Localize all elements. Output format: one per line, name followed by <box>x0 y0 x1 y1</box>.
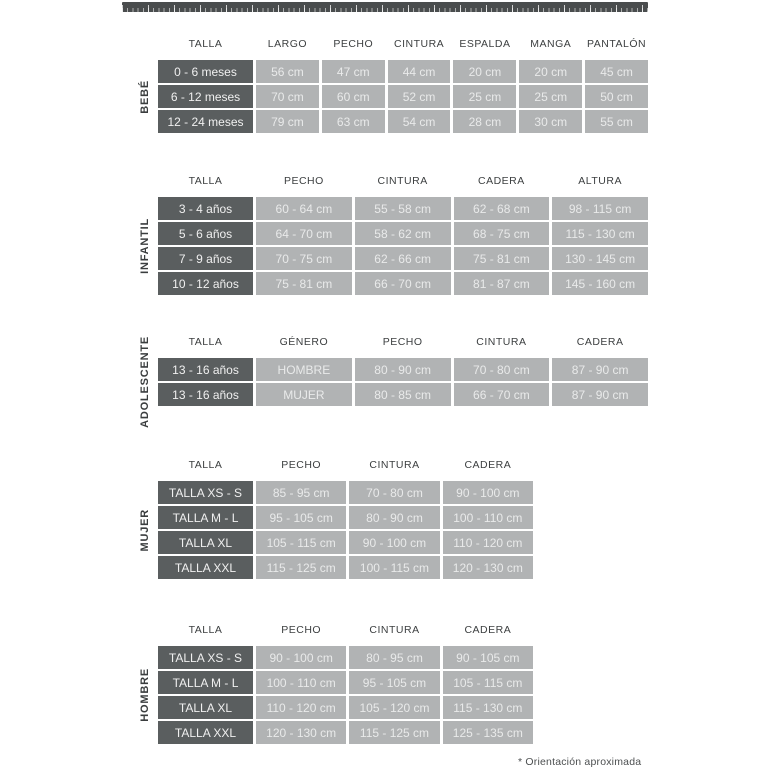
size-table <box>158 197 648 295</box>
section-label-mujer <box>132 481 158 579</box>
measurement-cell: 58 - 62 cm <box>355 222 451 245</box>
section-label-bebe <box>132 60 158 133</box>
measurement-cell: 90 - 100 cm <box>443 481 533 504</box>
column-header: CADERA <box>464 624 512 636</box>
measurement-cell: 87 - 90 cm <box>552 358 648 381</box>
measurement-cell: 62 - 66 cm <box>355 247 451 270</box>
column-header: PECHO <box>382 336 423 348</box>
size-label-cell: 5 - 6 años <box>158 222 253 245</box>
column-header: TALLA <box>188 459 223 471</box>
footnote: * Orientación aproximada <box>518 756 642 768</box>
size-label-cell: 7 - 9 años <box>158 247 253 270</box>
measurement-cell: 55 cm <box>585 110 648 133</box>
measurement-cell: 30 cm <box>519 110 582 133</box>
measurement-cell: 56 cm <box>256 60 319 83</box>
measurement-cell: 120 - 130 cm <box>256 721 346 744</box>
column-header: TALLA <box>188 624 223 636</box>
measurement-cell: 95 - 105 cm <box>349 671 439 694</box>
measurement-cell: 60 cm <box>322 85 385 108</box>
measurement-cell: 75 - 81 cm <box>256 272 352 295</box>
section-label-infantil <box>132 197 158 295</box>
section-label-adolescente <box>132 336 158 428</box>
measurement-cell: 80 - 85 cm <box>355 383 451 406</box>
column-headers <box>158 457 533 473</box>
measurement-cell: 125 - 135 cm <box>443 721 533 744</box>
column-header: ALTURA <box>578 175 622 187</box>
measurement-cell: 62 - 68 cm <box>454 197 550 220</box>
size-label-cell: TALLA XS - S <box>158 646 253 669</box>
size-label-cell: TALLA XXL <box>158 721 253 744</box>
size-label-cell: 6 - 12 meses <box>158 85 253 108</box>
size-table <box>158 60 648 133</box>
measurement-cell: 50 cm <box>585 85 648 108</box>
column-header: CADERA <box>464 459 512 471</box>
size-label-cell: TALLA M - L <box>158 671 253 694</box>
measurement-cell: 81 - 87 cm <box>454 272 550 295</box>
measurement-cell: 52 cm <box>388 85 451 108</box>
size-label-cell: 13 - 16 años <box>158 383 253 406</box>
size-table <box>158 358 648 406</box>
column-headers <box>158 622 533 638</box>
size-label-cell: TALLA XL <box>158 531 253 554</box>
measurement-cell: 95 - 105 cm <box>256 506 346 529</box>
column-header: TALLA <box>188 38 223 50</box>
measurement-cell: 25 cm <box>453 85 516 108</box>
measurement-cell: 115 - 130 cm <box>443 696 533 719</box>
column-header: CINTURA <box>369 459 420 471</box>
size-label-cell: TALLA XS - S <box>158 481 253 504</box>
column-headers <box>158 334 648 350</box>
column-header: CINTURA <box>476 336 527 348</box>
column-header: CADERA <box>576 336 624 348</box>
column-header: GÉNERO <box>279 336 329 348</box>
measurement-cell: 100 - 110 cm <box>256 671 346 694</box>
section-label-hombre <box>132 646 158 744</box>
measurement-cell: 90 - 100 cm <box>256 646 346 669</box>
column-header: PECHO <box>281 459 322 471</box>
column-header: PECHO <box>283 175 324 187</box>
measurement-cell: 100 - 115 cm <box>349 556 439 579</box>
measurement-cell: 44 cm <box>388 60 451 83</box>
section-label-text: INFANTIL <box>139 218 151 274</box>
measurement-cell: 90 - 100 cm <box>349 531 439 554</box>
size-table <box>158 481 533 579</box>
measurement-cell: 47 cm <box>322 60 385 83</box>
measurement-cell: 105 - 120 cm <box>349 696 439 719</box>
column-header: MANGA <box>530 38 572 50</box>
measurement-cell: 20 cm <box>453 60 516 83</box>
measurement-cell: 70 cm <box>256 85 319 108</box>
section-bebe <box>132 36 648 133</box>
measurement-cell: 25 cm <box>519 85 582 108</box>
size-label-cell: TALLA M - L <box>158 506 253 529</box>
measurement-cell: 55 - 58 cm <box>355 197 451 220</box>
measurement-cell: 66 - 70 cm <box>454 383 550 406</box>
size-label-cell: TALLA XXL <box>158 556 253 579</box>
column-header: CADERA <box>477 175 525 187</box>
section-label-text: BEBÉ <box>139 79 151 114</box>
measurement-cell: 105 - 115 cm <box>443 671 533 694</box>
section-mujer <box>132 457 533 579</box>
measurement-cell: 115 - 125 cm <box>256 556 346 579</box>
measurement-cell: 100 - 110 cm <box>443 506 533 529</box>
measurement-cell: 85 - 95 cm <box>256 481 346 504</box>
section-label-text: MUJER <box>139 508 151 552</box>
measurement-cell: 115 - 125 cm <box>349 721 439 744</box>
measurement-cell: 80 - 95 cm <box>349 646 439 669</box>
ruler-graphic <box>122 2 648 12</box>
section-infantil <box>132 173 648 295</box>
measurement-cell: 90 - 105 cm <box>443 646 533 669</box>
size-label-cell: 0 - 6 meses <box>158 60 253 83</box>
size-label-cell: TALLA XL <box>158 696 253 719</box>
column-headers <box>158 173 648 189</box>
measurement-cell: 87 - 90 cm <box>552 383 648 406</box>
column-header: CINTURA <box>369 624 420 636</box>
measurement-cell: 130 - 145 cm <box>552 247 648 270</box>
measurement-cell: MUJER <box>256 383 352 406</box>
measurement-cell: 80 - 90 cm <box>349 506 439 529</box>
measurement-cell: 45 cm <box>585 60 648 83</box>
size-label-cell: 3 - 4 años <box>158 197 253 220</box>
column-header: TALLA <box>188 336 223 348</box>
column-header: PECHO <box>281 624 322 636</box>
measurement-cell: 110 - 120 cm <box>256 696 346 719</box>
measurement-cell: 120 - 130 cm <box>443 556 533 579</box>
measurement-cell: 54 cm <box>388 110 451 133</box>
size-label-cell: 13 - 16 años <box>158 358 253 381</box>
measurement-cell: 79 cm <box>256 110 319 133</box>
measurement-cell: HOMBRE <box>256 358 352 381</box>
measurement-cell: 70 - 75 cm <box>256 247 352 270</box>
size-label-cell: 12 - 24 meses <box>158 110 253 133</box>
measurement-cell: 110 - 120 cm <box>443 531 533 554</box>
measurement-cell: 80 - 90 cm <box>355 358 451 381</box>
measurement-cell: 20 cm <box>519 60 582 83</box>
section-label-text: HOMBRE <box>139 668 151 722</box>
measurement-cell: 70 - 80 cm <box>454 358 550 381</box>
column-header: TALLA <box>188 175 223 187</box>
column-header: CINTURA <box>393 38 445 50</box>
measurement-cell: 70 - 80 cm <box>349 481 439 504</box>
measurement-cell: 75 - 81 cm <box>454 247 550 270</box>
measurement-cell: 64 - 70 cm <box>256 222 352 245</box>
column-header: CINTURA <box>377 175 428 187</box>
measurement-cell: 105 - 115 cm <box>256 531 346 554</box>
measurement-cell: 66 - 70 cm <box>355 272 451 295</box>
section-hombre <box>132 622 533 744</box>
measurement-cell: 63 cm <box>322 110 385 133</box>
section-adolescente <box>132 334 648 428</box>
size-label-cell: 10 - 12 años <box>158 272 253 295</box>
section-label-text: ADOLESCENTE <box>139 336 151 428</box>
column-header: LARGO <box>267 38 308 50</box>
column-header: PECHO <box>333 38 374 50</box>
measurement-cell: 98 - 115 cm <box>552 197 648 220</box>
measurement-cell: 28 cm <box>453 110 516 133</box>
size-table <box>158 646 533 744</box>
column-header: ESPALDA <box>459 38 511 50</box>
column-headers <box>158 36 648 52</box>
measurement-cell: 68 - 75 cm <box>454 222 550 245</box>
measurement-cell: 115 - 130 cm <box>552 222 648 245</box>
column-header: PANTALÓN <box>587 38 647 50</box>
measurement-cell: 60 - 64 cm <box>256 197 352 220</box>
measurement-cell: 145 - 160 cm <box>552 272 648 295</box>
